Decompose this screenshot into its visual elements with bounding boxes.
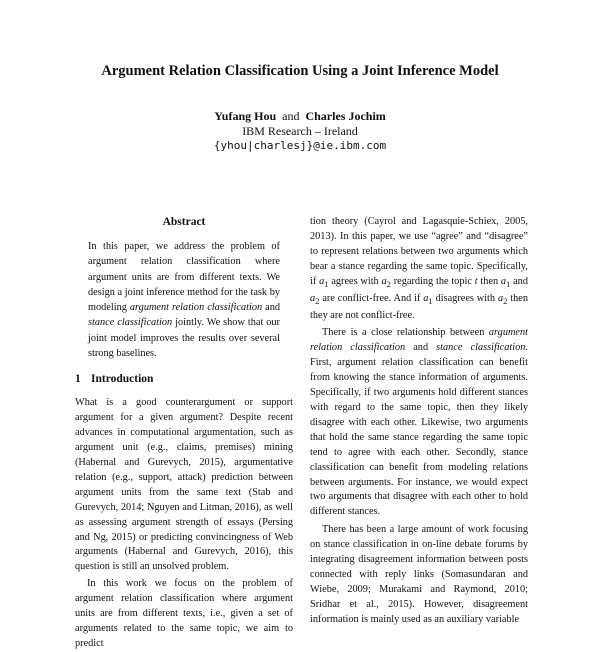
paper-title: Argument Relation Classification Using a Joint Inference Model: [101, 63, 499, 79]
math-sub: 2: [315, 295, 320, 306]
math-var: a: [310, 292, 316, 304]
text-run: agrees with: [328, 275, 382, 287]
section-heading-introduction: [75, 372, 293, 386]
intro-paragraph-2: In this work we focus on the problem of argument relation classification where argument units are from different texts, i.e., given a set of arguments related to the same topic, we aim to predict: [75, 578, 293, 649]
emphasis: stance classification: [436, 342, 526, 354]
math-sub: 2: [503, 295, 508, 306]
text-run: tion theory (Cayrol and Lagasquie-Schiex, 2005, 2013). In this paper, we use “agree” and “disagree” to represent relations between two arguments which bear a stance regarding the same topic. Specifically, if: [310, 216, 528, 287]
math-var: a: [423, 292, 429, 304]
math-var: t: [474, 275, 478, 287]
math-var: a: [497, 292, 504, 304]
right-paragraph-1: [310, 215, 528, 323]
text-run: are conflict-free. And if: [319, 292, 424, 304]
author-line: [0, 108, 600, 124]
math-sub: 2: [386, 278, 391, 289]
abstract-part: and: [262, 302, 280, 314]
text-run: regarding the topic: [390, 275, 475, 287]
section-title: Introduction: [91, 373, 154, 386]
left-column: [75, 215, 293, 652]
abstract-text: [88, 239, 280, 361]
text-run: then: [477, 275, 501, 287]
emphasis: argument relation classification: [310, 327, 528, 354]
author-first: Yufang Hou: [214, 109, 277, 123]
right-column: [310, 215, 528, 628]
math-sub: 1: [428, 295, 433, 306]
author-conjunction: and: [282, 109, 300, 123]
text-run: disagrees with: [432, 292, 498, 304]
math-var: a: [500, 275, 507, 287]
abstract-emphasis: stance classification: [88, 317, 173, 329]
abstract-part: jointly. We show that our joint model improves the results over several strong baselines.: [88, 317, 280, 360]
section-number: 1: [75, 373, 81, 386]
math-sub: 1: [324, 278, 329, 289]
text-run: . First, argument relation classification can benefit from knowing the stance information of arguments. Specifically, if two arguments hold different stances with regard to the same topic, then they likely disagree with each other. Likewise, two arguments that hold the same stance regarding the same topic tend to agree with each other. Secondly, stance classification can benefit from modeling relations between arguments. For instance, we would expect two arguments that disagree with each other to hold different stances.: [310, 342, 528, 518]
math-var: a: [319, 275, 325, 287]
text-run: and: [405, 342, 437, 354]
intro-paragraph-1: What is a good counterargument or support argument for a given argument? Despite recent advances in computational argumentation, such as argument unit (e.g., claims, premises) mining (Habernal and Gurevych, 2015), argumentative relation (e.g., support, attack) prediction between argument units from the same text (Stab and Gurevych, 2014; Nguyen and Litman, 2016), as well as assessing argument strength of essays (Persing and Ng, 2015) or predicting convincingness of Web arguments (Habernal and Gurevych, 2016), this question is still an unsolved problem.: [75, 397, 293, 573]
text-run: then they are not conflict-free.: [310, 292, 528, 321]
author-second: Charles Jochim: [305, 109, 386, 123]
abstract-part: In this paper, we address the problem of argument relation classification where argument units are from different texts. We design a joint inference method for the task by modeling: [88, 241, 280, 314]
right-paragraph-3: There has been a large amount of work focusing on stance classification in on-line debate forums by integrating disagreement information between posts connected with reply links (Somasundaran and Wiebe, 2009; Murakami and Raymond, 2010; Sridhar et al., 2015). However, disagreement information is mainly used as an auxiliary variable: [310, 524, 528, 625]
affiliation: IBM Research – Ireland: [242, 124, 358, 138]
text-run: There is a close relationship between: [322, 327, 489, 339]
abstract-emphasis: argument relation classification: [129, 302, 263, 314]
math-var: a: [381, 275, 387, 287]
abstract-heading: Abstract: [162, 216, 206, 228]
right-paragraph-2: [310, 326, 528, 520]
author-email: {yhou|charlesj}@ie.ibm.com: [213, 139, 387, 152]
text-run: and: [510, 275, 528, 287]
math-sub: 1: [506, 278, 511, 289]
